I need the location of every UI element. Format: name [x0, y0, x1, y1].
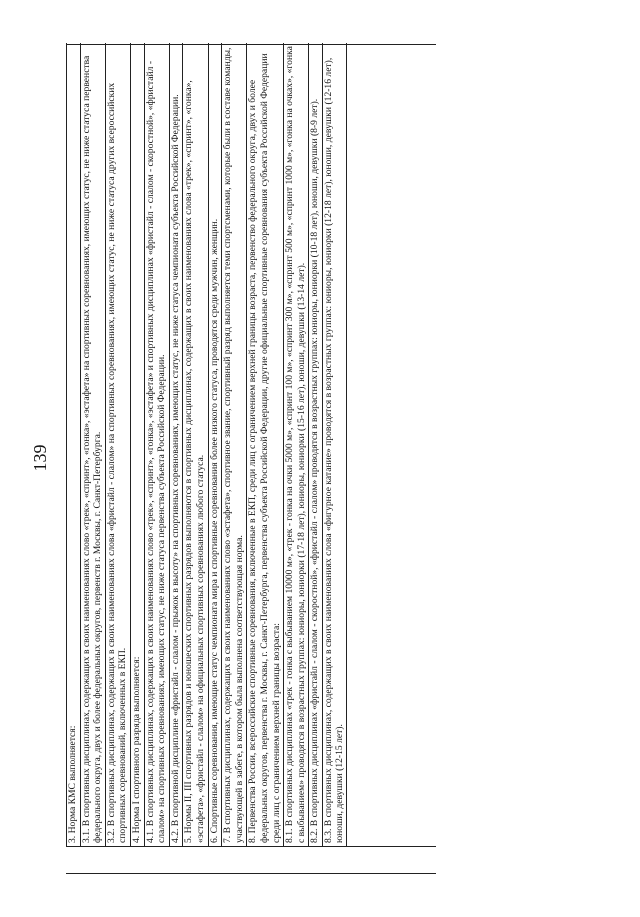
note-6: 6. Спортивные соревнования, имеющие статус чемпионата мира и спортивные соревнования более низкого статуса, проводятся среди мужчин, женщин.: [208, 43, 222, 847]
note-8: 8. Первенства России, всероссийские спортивные соревнования, включенные в ЕКП, среди лиц с ограничением верхней границы возраста, первенство федерального округа, двух и более федеральных округов, первенства г. Москвы, г. Санкт-Петербурга, первенства субъекта Российской Федерации, другие официальные спортивные соревнования субъекта Российской Федерации среди лиц с ограничением верхней границы возраста:: [246, 43, 283, 847]
note-4-header: 4. Норма I спортивного разряда выполняется:: [130, 43, 144, 847]
note-4-1: 4.1. В спортивных дисциплинах, содержащих в своих наименованиях слово «трек», «спринт», «гонка», «эстафета» и спортивных дисциплинах «фристайл - слалом - скоростной», «фристайл - слалом» на спортивных соревнованиях, имеющих статус, не ниже статуса первенства субъекта Российской Федерации.: [144, 43, 169, 847]
note-4-2: 4.2. В спортивной дисциплине «фристайл - слалом - прыжок в высоту» на спортивных соревнованиях, имеющих статус, не ниже статуса чемпионата субъекта Российской Федерации.: [169, 43, 183, 847]
regulations-table: [66, 44, 436, 874]
note-7: 7. В спортивных дисциплинах, содержащих в своих наименованиях слово «эстафета», спортивное звание, спортивный разряд выполняется теми спортсменами, которые были в составе команды, участвующей в забеге, в котором была выполнена соответствующая норма.: [221, 43, 246, 847]
note-5: 5. Нормы II, III спортивных разрядов и юношеских спортивных разрядов выполняются в спортивных дисциплинах, содержащих в своих наименованиях слова «трек», «спринт», «гонка», «эстафета», «фристайл - слалом» на официальных спортивных соревнованиях любого статуса.: [182, 43, 207, 847]
note-8-3: 8.3. В спортивных дисциплинах, содержащих в своих наименованиях слова «фигурное катание» проводятся в возрастных группах: юниоры, юниорки (12-18 лет), юноши, девушки (12-16 лет), юноши, девушки (12-15 лет).: [322, 43, 347, 847]
note-3-2: 3.2. В спортивных дисциплинах, содержащих в своих наименованиях слова «фристайл - слалом» на спортивных соревнованиях, имеющих статус, не ниже статуса других всероссийских спортивных соревнований, включенных в ЕКП.: [105, 43, 130, 847]
note-3-header: 3. Норма КМС выполняется:: [66, 43, 80, 847]
note-8-1: 8.1. В спортивных дисциплинах «трек - гонка с выбыванием 10000 м», «трек - гонка на очки 5000 м», «спринт 100 м», «спринт 300 м», «спринт 500 м», «спринт 1000 м», «гонка на очках», «гонка с выбыванием» проводятся в возрастных группах: юниоры, юниорки (17-18 лет), юниоры, юниорки (15-16 лет), юноши, девушки (13-14 лет).: [283, 43, 308, 847]
table-left-column: [66, 846, 436, 873]
table-notes-cell: [66, 43, 436, 847]
page-number: 139: [30, 444, 50, 472]
note-8-2: 8.2. В спортивных дисциплинах «фристайл - слалом - скоростной», «фристайл - слалом» проводятся в возрастных группах: юниоры, юниорки (10-18 лет), юноши, девушки (8-9 лет).: [308, 43, 322, 847]
rotated-page-content: [66, 44, 436, 874]
note-3-1: 3.1. В спортивных дисциплинах, содержащих в своих наименованиях слово «трек», «спринт», «гонка», «эстафета» на спортивных соревнованиях, имеющих статус, не ниже статуса первенства федерального округа, двух и более федеральных округов, первенств г. Москвы, г. Санкт-Петербурга.: [80, 43, 105, 847]
